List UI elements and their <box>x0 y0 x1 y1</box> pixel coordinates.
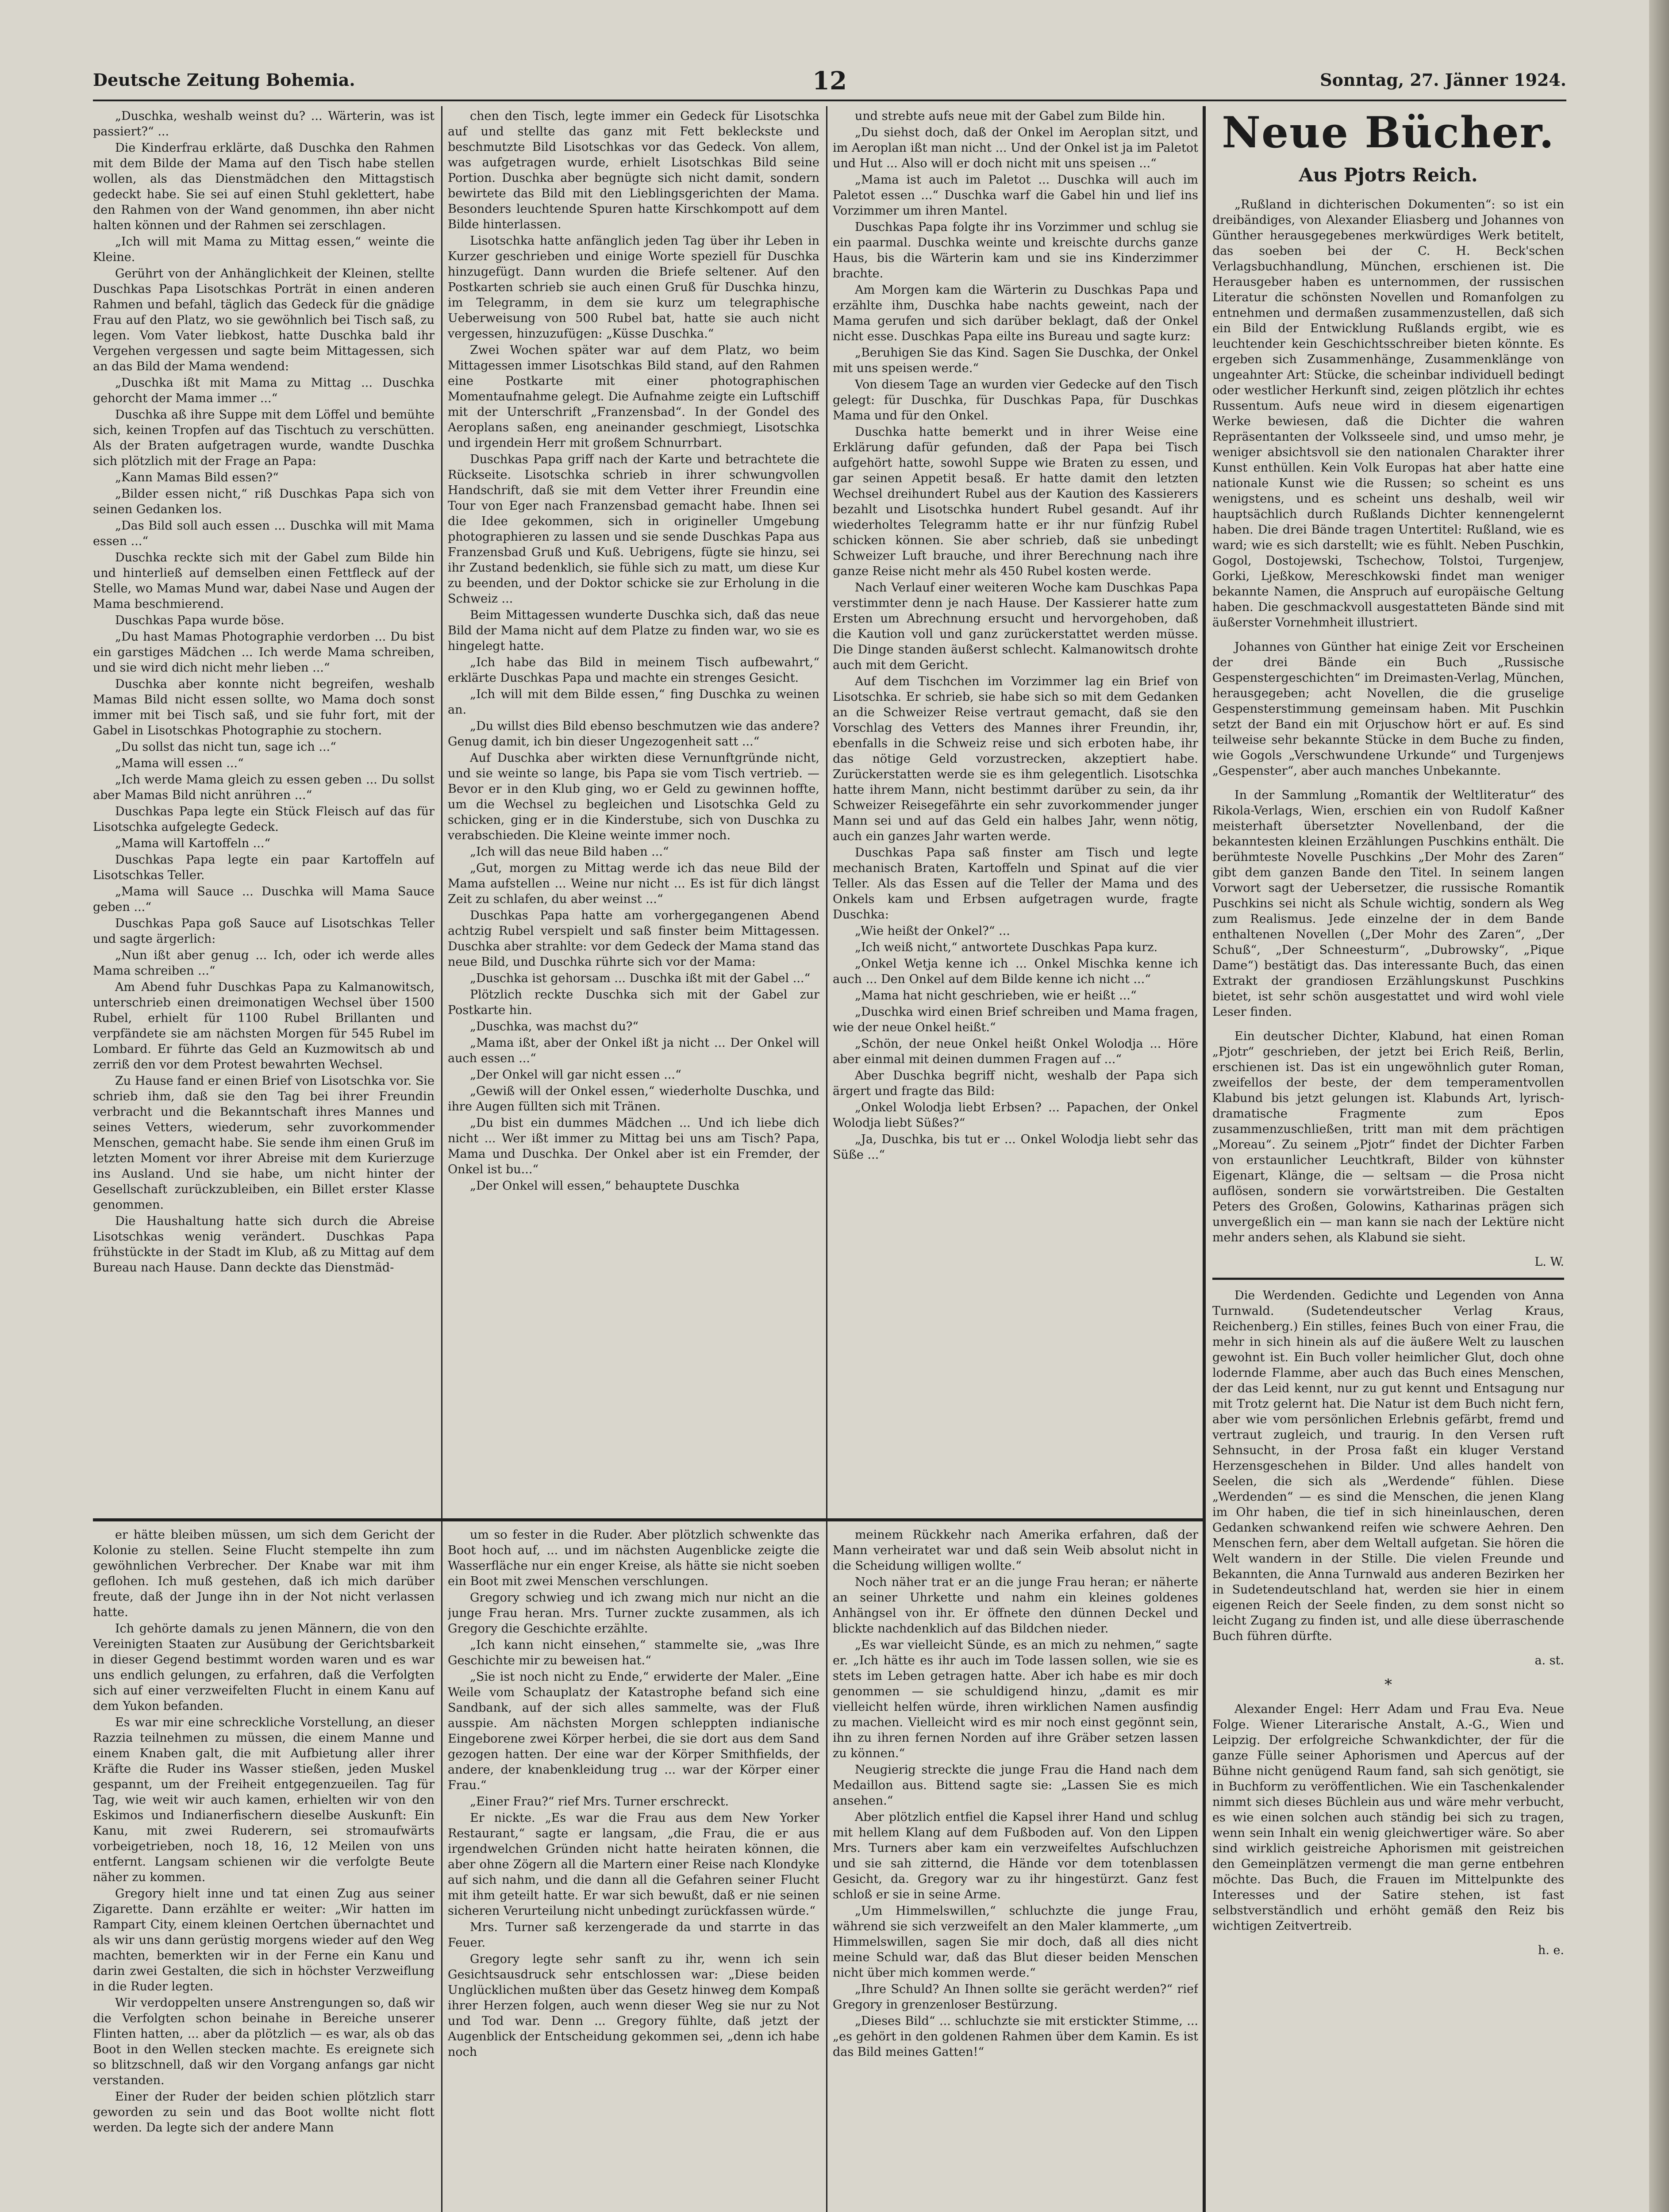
book-review-column <box>1212 108 1564 2212</box>
story-column-5 <box>448 1527 819 2212</box>
story-column-3 <box>833 108 1198 1513</box>
paragraph: Gerührt von der Anhänglichkeit der Kleinen, stellte Duschkas Papa Lisotschkas Porträt in einen anderen Rahmen und befahl, täglich das Gedeck für die gnädige Frau auf den Platz, wo sie gewöhnlich bei Tisch saß, zu legen. Vom Vater liebkost, hatte Duschka bald ihr Vergehen vergessen und sagte beim Mittagessen, sich an das Bild der Mama wendend: <box>93 267 435 373</box>
story-column-1 <box>93 108 435 1513</box>
review-item <box>1212 197 1564 630</box>
paragraph: „Mama ist auch im Paletot ... Duschka will auch im Paletot essen ...“ Duschka warf die Gabel hin und lief ins Vorzimmer um ihren Mantel. <box>833 173 1198 218</box>
paragraph: um so fester in die Ruder. Aber plötzlich schwenkte das Boot hoch auf, ... und im nächsten Augenblicke zeigte die Wasserfläche nur ein enger Kreise, als hätte sie nicht soeben ein Boot mit zwei Menschen verschlungen. <box>448 1528 819 1588</box>
paragraph: „Du sollst das nicht tun, sage ich ...“ <box>115 740 336 754</box>
story-column-4 <box>93 1527 435 2212</box>
paragraph: Es war mir eine schreckliche Vorstellung, an dieser Razzia teilnehmen zu müssen, die einem Manne und einem Knaben galt, die mit Aufbietung aller ihrer Kräfte die Ruder ins Wasser stießen, jeden Muskel gespannt, um der Freiheit entgegenzueilen. Tag für Tag, wie weit wir auch kamen, erhielten wir von den Eskimos und Indianerfischern dieselbe Auskunft: Ein Kanu, mit zwei Ruderern, sei stromaufwärts vorbeigetrieben, noch 18, 16, 12 Meilen von uns entfernt. Langsam schienen wir die verfolgte Beute näher zu kommen. <box>93 1716 435 1884</box>
paragraph: Duschkas Papa folgte ihr ins Vorzimmer und schlug sie ein paarmal. Duschka weinte und kreischte durchs ganze Haus, bis die Wärterin kam und sie ins Kinderzimmer brachte. <box>833 220 1198 280</box>
paragraph: Aber Duschka begriff nicht, weshalb der Papa sich ärgert und fragte das Bild: <box>833 1069 1198 1098</box>
review-divider <box>1212 1278 1564 1280</box>
paragraph: „Mama will essen ...“ <box>115 757 244 770</box>
paragraph: Er nickte. „Es war die Frau aus dem New Yorker Restaurant,“ sagte er langsam, „die Frau, die er aus irgendwelchen Gründen nicht hatte heiraten können, die aber ohne Zögern all die Martern einer Reise nach Klondyke auf sich nahm, und die dann all die Gefahren seiner Flucht mit ihm geteilt hatte. Er war sich bewußt, daß er nie seinen sicheren Verurteilung nicht unbedingt zurückfassen würde.“ <box>448 1811 819 1918</box>
page-edge-shadow <box>1649 0 1669 2212</box>
paragraph: „Das Bild soll auch essen ... Duschka will mit Mama essen ...“ <box>93 519 435 548</box>
paragraph: „Der Onkel will gar nicht essen ...“ <box>470 1068 681 1082</box>
paragraph: „Einer Frau?“ rief Mrs. Turner erschreckt. <box>470 1795 729 1809</box>
paragraph: Auf Duschka aber wirkten diese Vernunftgründe nicht, und sie weinte so lange, bis Papa sie vom Tisch vertrieb. — Bevor er in den Klub ging, wo er Geld zu gewinnen hoffte, um die Wechsel zu begleichen und Lisotschka Geld zu schicken, ging er in die Kinderstube, sich von Duschka zu verabschieden. Die Kleine weinte immer noch. <box>448 751 819 842</box>
column-rule <box>826 106 827 2212</box>
paragraph: Die Haushaltung hatte sich durch die Abreise Lisotschkas wenig verändert. Duschkas Papa frühstückte in der Stadt im Klub, aß zu Mittag auf dem Bureau nach Hause. Dann deckte das Dienstmäd- <box>93 1214 435 1275</box>
paragraph: „Mama hat nicht geschrieben, wie er heißt ...“ <box>855 989 1137 1002</box>
paragraph: „Duschka wird einen Brief schreiben und Mama fragen, wie der neue Onkel heißt.“ <box>833 1005 1198 1034</box>
paragraph: Duschkas Papa wurde böse. <box>115 614 285 627</box>
review-paragraph: Johannes von Günther hat einige Zeit vor Erscheinen der drei Bände ein Buch „Russische Gespenstergeschichten“ im Dreimasten-Verlag, München, herausgegeben; acht Novellen, die die gruselige Gespensterstimmung gemeinsam haben. Mit Puschkin setzt der Band ein mit Orjuschow hört er auf. Es sind teilweise sehr bekannte Stücke in dem Buche zu finden, wie Gogols „Verschwundene Urkunde“ und Turgenjews „Gespenster“, aber auch manches Unbekannte. <box>1212 640 1564 778</box>
section-subheading: Aus Pjotrs Reich. <box>1299 164 1478 186</box>
paragraph: „Du bist ein dummes Mädchen ... Und ich liebe dich nicht ... Wer ißt immer zu Mittag bei uns am Tisch? Papa, Mama und Duschka. Der Onkel aber ist ein Fremder, der Onkel ist bu...“ <box>448 1116 819 1176</box>
paragraph: Duschkas Papa legte ein Stück Fleisch auf das für Lisotschka aufgelegte Gedeck. <box>93 805 435 834</box>
paragraph: „Duschka, was machst du?“ <box>470 1020 639 1033</box>
paragraph: „Wie heißt der Onkel?“ ... <box>855 924 1010 938</box>
issue-date: Sonntag, 27. Jänner 1924. <box>1320 70 1566 90</box>
review-signature: h. e. <box>1538 1943 1564 1957</box>
masthead-title: Deutsche Zeitung Bohemia. <box>93 70 355 90</box>
paragraph: „Ich will mit Mama zu Mittag essen,“ weinte die Kleine. <box>93 235 435 264</box>
paragraph: Duschkas Papa goß Sauce auf Lisotschkas Teller und sagte ärgerlich: <box>93 917 435 946</box>
paragraph: „Um Himmelswillen,“ schluchzte die junge Frau, während sie sich verzweifelt an den Maler klammerte, „um Himmelswillen, sagen Sie mir doch, daß all dies nicht meine Schuld war, daß das Blut dieser beiden Menschen nicht über mich kommen werde.“ <box>833 1904 1198 1980</box>
paragraph: „Sie ist noch nicht zu Ende,“ erwiderte der Maler. „Eine Weile vom Schauplatz der Katastrophe befand sich eine Sandbank, auf der sich alles sammelte, was der Fluß ausspie. Am nächsten Morgen schleppten indianische Eingeborene zwei Körper herbei, die sie dort aus dem Sand gezogen hatten. Der eine war der Körper Smithfields, der andere, der knabenkleidung trug ... war der Körper einer Frau.“ <box>448 1670 819 1792</box>
story-separator-rule <box>93 1518 1203 1521</box>
paragraph: er hätte bleiben müssen, um sich dem Gericht der Kolonie zu stellen. Seine Flucht stempelte ihn zum gewöhnlichen Verbrecher. Der Knabe war mit ihm geflohen. Ich muß gestehen, daß ich mich darüber freute, daß der Junge ihn in der Not nicht verlassen hatte. <box>93 1528 435 1619</box>
running-head <box>93 66 1566 97</box>
paragraph: Wir verdoppelten unsere Anstrengungen so, daß wir die Verfolgten schon beinahe in Bereiche unserer Flinten hatten, ... aber da plötzlich — es war, als ob das Boot in den Wellen stecken machte. Es ereignete sich so blitzschnell, daß wir den Vorgang anfangs gar nicht verstanden. <box>93 1996 435 2087</box>
header-rule <box>93 100 1566 101</box>
paragraph: Duschka aß ihre Suppe mit dem Löffel und bemühte sich, keinen Tropfen auf das Tischtuch zu verschütten. Als der Braten aufgetragen wurde, wandte Duschka sich plötzlich mit der Frage an Papa: <box>93 408 435 468</box>
paragraph: Duschkas Papa saß finster am Tisch und legte mechanisch Braten, Kartoffeln und Spinat auf die vier Teller. Als das Essen auf die Teller der Mama und des Onkels kam und Erbsen aufgetragen wurde, fragte Duschka: <box>833 846 1198 922</box>
paragraph: Plötzlich reckte Duschka sich mit der Gabel zur Postkarte hin. <box>448 988 819 1017</box>
paragraph: Einer der Ruder der beiden schien plötzlich starr geworden zu sein und das Boot wollte nicht flott werden. Da legte sich der andere Mann <box>93 2090 435 2135</box>
review-paragraph: In der Sammlung „Romantik der Weltliteratur“ des Rikola-Verlags, Wien, erschien ein von Rudolf Kaßner meisterhaft übersetzter Novellenband, der die bekanntesten kleinen Erzählungen Puschkins enthält. Die berühmteste Novelle Puschkins „Der Mohr des Zaren“ gibt dem ganzen Bande den Titel. In seinem langen Vorwort sagt der Uebersetzer, die russische Romantik Puschkins sei nicht als Schule wichtig, sondern als Weg zum Realismus. Jede einzelne der in dem Bande enthaltenen Novellen („Der Mohr des Zaren“, „Der Schuß“, „Der Schneesturm“, „Dubrowsky“, „Pique Dame“) bestätigt das. Das interessante Buch, das einen Extrakt der grandiosen Erzählungskunst Puschkins bietet, ist sehr schön ausgestattet und wird wohl viele Leser finden. <box>1212 788 1564 1019</box>
paragraph: „Nun ißt aber genug ... Ich, oder ich werde alles Mama schreiben ...“ <box>93 949 435 978</box>
paragraph: Gregory legte sehr sanft zu ihr, wenn ich sein Gesichtsausdruck sehr entschlossen war: „Diese beiden Unglücklichen mußten über das Gesetz hinweg dem Kompaß ihrer Herzen folgen, auch wenn dieser Weg sie nur zu Not und Tod war. Denn ... Gregory fühlte, daß jetzt der Augenblick der Entscheidung gekommen sei, „denn ich habe noch <box>448 1952 819 2059</box>
paragraph: chen den Tisch, legte immer ein Gedeck für Lisotschka auf und stellte das ganz mit Fett bekleckste und beschmutzte Bild Lisotschkas vor das Gedeck. Von allem, was aufgetragen wurde, erhielt Lisotschkas Bild seine Portion. Duschka aber begnügte sich nicht damit, sondern bewirtete das Bild mit den Lieblingsgerichten der Mama. Besonders leuchtende Spuren hatte Kirschkompott auf dem Bilde hinterlassen. <box>448 109 819 231</box>
paragraph: Duschka hatte bemerkt und in ihrer Weise eine Erklärung dafür gefunden, daß der Papa bei Tisch aufgehört hatte, sowohl Suppe wie Braten zu essen, und gar seinen Appetit besaß. Er hatte damit den letzten Wechsel dreihundert Rubel aus der Kaution des Kassierers bezahlt und Lisotschka hundert Rubel gesandt. Auf ihr wiederholtes Telegramm hatte er ihr nur fünfzig Rubel schicken können. Sie aber schrieb, daß sie unbedingt Schweizer Luft brauche, und ihrer Berechnung nach ihre ganze Reise nicht mehr als 450 Rubel kosten werde. <box>833 425 1198 578</box>
paragraph: „Mama will Kartoffeln ...“ <box>115 837 271 850</box>
paragraph: Mrs. Turner saß kerzengerade da und starrte in das Feuer. <box>448 1920 819 1950</box>
paragraph: „Mama will Sauce ... Duschka will Mama Sauce geben ...“ <box>93 885 435 914</box>
page-number: 12 <box>812 66 847 96</box>
paragraph: Am Abend fuhr Duschkas Papa zu Kalmanowitsch, unterschrieb einen dreimonatigen Wechsel über 1500 Rubel, erhielt für 1100 Rubel Brillanten und verpfändete sie am nächsten Morgen für 545 Rubel im Lombard. Er führte das Geld an Kuzmowitsch ab und zerriß den vor dem Protest bewahrten Wechsel. <box>93 980 435 1071</box>
paragraph: und strebte aufs neue mit der Gabel zum Bilde hin. <box>855 109 1165 123</box>
paragraph: Nach Verlauf einer weiteren Woche kam Duschkas Papa verstimmter denn je nach Hause. Der Kassierer hatte zum Ersten um Abrechnung ersucht und hervorgehoben, daß die Kaution voll und ganz zurückerstattet werden müsse. Die Dinge standen äußerst schlecht. Kalmanowitsch drohte auch mit dem Gericht. <box>833 581 1198 672</box>
paragraph: „Ich habe das Bild in meinem Tisch aufbewahrt,“ erklärte Duschkas Papa und machte ein strenges Gesicht. <box>448 656 819 685</box>
paragraph: „Kann Mamas Bild essen?“ <box>115 471 279 484</box>
paragraph: Gregory hielt inne und tat einen Zug aus seiner Zigarette. Dann erzählte er weiter: „Wir hatten im Rampart City, einem kleinen Oertchen übernachtet und als wir uns dann gerüstig morgens wieder auf den Weg machten, bemerkten wir in der Ferne ein Kanu und darin zwei Gestalten, die sich in höchster Verzweiflung in die Ruder legten. <box>93 1887 435 1993</box>
paragraph: Gregory schwieg und ich zwang mich nur nicht an die junge Frau heran. Mrs. Turner zuckte zusammen, als ich Gregory die Geschichte erzählte. <box>448 1591 819 1636</box>
paragraph: Zwei Wochen später war auf dem Platz, wo beim Mittagessen immer Lisotschkas Bild stand, auf den Rahmen eine Postkarte mit einer photographischen Momentaufnahme gelegt. Die Aufnahme zeigte ein Luftschiff mit der Unterschrift „Franzensbad“. In der Gondel des Aeroplans saßen, eng aneinander geschmiegt, Lisotschka und irgendein Herr mit großem Schnurrbart. <box>448 343 819 450</box>
paragraph: „Dieses Bild“ ... schluchzte sie mit erstickter Stimme, ... „es gehört in den goldenen Rahmen über dem Kamin. Es ist das Bild meines Gatten!“ <box>833 2014 1198 2059</box>
paragraph: „Ich weiß nicht,“ antwortete Duschkas Papa kurz. <box>855 941 1158 954</box>
paragraph: Duschkas Papa griff nach der Karte und betrachtete die Rückseite. Lisotschka schrieb in ihrer schwungvollen Handschrift, daß sie mit dem Vetter ihrer Freundin eine Tour von Eger nach Franzensbad gemacht habe. Ihnen sei die Idee gekommen, sich in origineller Umgebung photographieren zu lassen und sie sende Duschkas Papa aus Franzensbad Gruß und Kuß. Uebrigens, fügte sie hinzu, sei ihr Zustand bedenklich, sie fühle sich zu matt, um diese Kur zu beenden, und der Doktor schicke sie zur Erholung in die Schweiz ... <box>448 453 819 606</box>
section-heading: Neue Bücher. <box>1222 108 1555 157</box>
paragraph: „Duschka ist gehorsam ... Duschka ißt mit der Gabel ...“ <box>470 972 811 985</box>
story-column-2 <box>448 108 819 1513</box>
review-item <box>1212 1029 1564 1245</box>
column-rule-heavy <box>1203 106 1206 2212</box>
paragraph: „Beruhigen Sie das Kind. Sagen Sie Duschka, der Onkel mit uns speisen werde.“ <box>833 346 1198 375</box>
paragraph: „Ich werde Mama gleich zu essen geben ... Du sollst aber Mamas Bild nicht anrühren ...“ <box>93 773 435 802</box>
review-paragraph: Ein deutscher Dichter, Klabund, hat einen Roman „Pjotr“ geschrieben, der jetzt bei Erich Reiß, Berlin, erschienen ist. Das ist ein ungewöhnlich guter Roman, zweifellos der beste, der dem temperamentvollen Klabund bis jetzt gelungen ist. Klabunds Art, lyrisch-dramatische Fragmente zum Epos zusammenzuschließen, tritt man mit dem prächtigen „Moreau“. Zu seinem „Pjotr“ findet der Dichter Farben von erstaunlicher Leuchtkraft, Bilder von kühnster Eigenart, Klänge, die — seltsam — die Prosa nicht auflösen, sondern sie vorwärtstreiben. Die Gestalten Peters des Großen, Golowins, Katharinas prägen sich unvergeßlich ein — man kann sie nach der Lektüre nicht mehr anders sehen, als Klabund sie sieht. <box>1212 1029 1564 1244</box>
review-item: Alexander Engel: Herr Adam und Frau Eva. Neue Folge. Wiener Literarische Anstalt, A.-G., Wien und Leipzig. Der erfolgreiche Schwankdichter, der für die ganze Fülle seiner Aphorismen und Apercus auf der Bühne nicht genügend Raum fand, sah sich genötigt, sie in Buchform zu veröffentlichen. Wie ein Taschenkalender nimmt sich dieses Büchlein aus und wäre mehr verbucht, es wie einen solchen auch ständig bei sich zu tragen, wenn sein Inhalt ein wenig gleichwertiger wäre. So aber sind wirklich geistreiche Aphorismen mit geistreichen den Gemeinplätzen vermengt die man gerne entbehren möchte. Das Buch, die Frauen im Mittelpunkte des Interesses und der Satire stehen, ist fast selbstverständlich und erhöht gemäß den Reiz bis wichtigen Zeitvertreib. <box>1212 1702 1564 1933</box>
paragraph: Beim Mittagessen wunderte Duschka sich, daß das neue Bild der Mama nicht auf dem Platze zu finden war, wo sie es hingelegt hatte. <box>448 608 819 653</box>
paragraph: Duschka reckte sich mit der Gabel zum Bilde hin und hinterließ auf demselben einen Fettfleck auf der Stelle, wo Mamas Mund war, dabei Nase und Augen der Mama beschmierend. <box>93 551 435 611</box>
review-item <box>1212 639 1564 779</box>
paragraph: Ich gehörte damals zu jenen Männern, die von den Vereinigten Staaten zur Ausübung der Gerichtsbarkeit in dieser Gegend bestimmt worden waren und es war uns endlich gelungen, zu erfahren, daß die Verfolgten sich auf einer verzweifelten Flucht in einem Kanu auf dem Yukon befanden. <box>93 1622 435 1713</box>
story-column-6 <box>833 1527 1198 2212</box>
paragraph: „Duschka ißt mit Mama zu Mittag ... Duschka gehorcht der Mama immer ...“ <box>93 376 435 405</box>
paragraph: „Bilder essen nicht,“ riß Duschkas Papa sich von seinen Gedanken los. <box>93 487 435 516</box>
book-reviews-list <box>1212 197 1564 1245</box>
paragraph: „Ihre Schuld? An Ihnen sollte sie gerächt werden?“ rief Gregory in grenzenloser Bestürzung. <box>833 1982 1198 2012</box>
paragraph: „Gewiß will der Onkel essen,“ wiederholte Duschka, und ihre Augen füllten sich mit Tränen. <box>448 1084 819 1114</box>
paragraph: „Duschka, weshalb weinst du? ... Wärterin, was ist passiert?“ ... <box>93 109 435 138</box>
paragraph: Duschkas Papa hatte am vorhergegangenen Abend achtzig Rubel verspielt und saß finster beim Mittagessen. Duschka aber strahlte: vor dem Gedeck der Mama stand das neue Bild, und Duschka rührte sich vor der Mama: <box>448 909 819 969</box>
review-signature: L. W. <box>1534 1255 1564 1269</box>
paragraph: „Ja, Duschka, bis tut er ... Onkel Wolodja liebt sehr das Süße ...“ <box>833 1133 1198 1162</box>
paragraph: Von diesem Tage an wurden vier Gedecke auf den Tisch gelegt: für Duschka, für Duschkas Papa, für Duschkas Mama und für den Onkel. <box>833 378 1198 422</box>
column-rule <box>441 106 442 2212</box>
paragraph: „Du hast Mamas Photographie verdorben ... Du bist ein garstiges Mädchen ... Ich werde Mama schreiben, und sie wird dich nicht mehr lieben ...“ <box>93 630 435 675</box>
paragraph: Duschka aber konnte nicht begreifen, weshalb Mamas Bild nicht essen sollte, wo Mama doch sonst immer mit bei Tisch saß, und sie fuhr fort, mit der Gabel in Lisotschkas Photographie zu stochern. <box>93 677 435 737</box>
paragraph: Auf dem Tischchen im Vorzimmer lag ein Brief von Lisotschka. Er schrieb, sie habe sich so mit dem Gedanken an die Schweizer Reise vertraut gemacht, daß sie den Vorschlag des Vetters des Mannes ihrer Freundin, ihr, ebenfalls in die Schweiz reise und sich erboten habe, ihr das nötige Geld vorzustrecken, akzeptiert habe. Zurückerstatten werde sie es ihm gelegentlich. Lisotschka hatte ihrem Mann, nicht bestimmt darüber zu sein, da ihr Schweizer Reisegefährte ein sehr zuvorkommender junger Mann sei und auf das Geld ein halbes Jahr, wenn nötig, auch ein ganzes Jahr warten werde. <box>833 675 1198 843</box>
paragraph: Neugierig streckte die junge Frau die Hand nach dem Medaillon aus. Bittend sagte sie: „Lassen Sie es mich ansehen.“ <box>833 1763 1198 1808</box>
review-item <box>1212 787 1564 1020</box>
paragraph: Noch näher trat er an die junge Frau heran; er näherte an seiner Uhrkette und nahm ein kleines goldenes Anhängsel von ihr. Er öffnete den dünnen Deckel und blickte nachdenklich auf das Bildchen nieder. <box>833 1575 1198 1636</box>
paragraph: „Onkel Wetja kenne ich ... Onkel Mischka kenne ich auch ... Den Onkel auf dem Bilde kenne ich nicht ...“ <box>833 957 1198 986</box>
paragraph: „Du siehst doch, daß der Onkel im Aeroplan sitzt, und im Aeroplan ißt man nicht ... Und der Onkel ist ja im Paletot und Hut ... Also will er doch nicht mit uns speisen ...“ <box>833 126 1198 170</box>
paragraph: „Gut, morgen zu Mittag werde ich das neue Bild der Mama aufstellen ... Weine nur nicht ... Es ist für dich längst Zeit zu schlafen, du aber weinst ...“ <box>448 861 819 906</box>
paragraph: Lisotschka hatte anfänglich jeden Tag über ihr Leben in Kurzer geschrieben und einige Worte speziell für Duschka hinzugefügt. Dann wurden die Briefe seltener. Auf den Postkarten schrieb sie auch einen Gruß für Duschka hinzu, im Telegramm, in dem sie kurz um telegraphische Ueberweisung von 500 Rubel bat, hatte sie auch nicht vergessen, hinzuzufügen: „Küsse Duschka.“ <box>448 234 819 341</box>
review-signature: a. st. <box>1534 1654 1564 1667</box>
paragraph: Die Kinderfrau erklärte, daß Duschka den Rahmen mit dem Bilde der Mama auf den Tisch habe stellen wollen, als das Dienstmädchen den Mittagstisch gedeckt habe. Sie sei auf einen Stuhl geklettert, habe den Rahmen von der Wand genommen, ihn aber nicht halten können und der Rahmen sei zerschlagen. <box>93 141 435 232</box>
divider-star: * <box>1384 1676 1392 1694</box>
paragraph: „Ich will das neue Bild haben ...“ <box>470 845 669 859</box>
paragraph: „Schön, der neue Onkel heißt Onkel Wolodja ... Höre aber einmal mit deinen dummen Fragen auf ...“ <box>833 1037 1198 1066</box>
review-item: Die Werdenden. Gedichte und Legenden von Anna Turnwald. (Sudetendeutscher Verlag Kraus, Reichenberg.) Ein stilles, feines Buch von einer Frau, die mehr in sich hinein als auf die äußere Welt zu lauschen gewohnt ist. Ein Buch voller heimlicher Glut, doch ohne lodernde Flamme, aber auch das Buch eines Menschen, der das Leid kennt, nur zu gut kennt und Entsagung nur mit Trotz gelernt hat. Die Natur ist dem Buch nicht fern, aber wie vom persönlichen Erlebnis gefärbt, fremd und vertraut zugleich, und traurig. In den Versen ruft Sehnsucht, in der Prosa faßt ein kluger Verstand Herzensgeschehen in Bilder. Und alles handelt von Seelen, die sich als „Werdende“ fühlen. Diese „Werdenden“ — es sind die Menschen, die jenen Klang im Ohr haben, die tief in sich hineinlauschen, deren Gedanken schwankend reifen wie schwere Aehren. Den Menschen fern, aber dem Weltall aufgetan. Sie hören die Welt wandern in der Stille. Die vielen Freunde und Bekannten, die Anna Turnwald aus anderen Bezirken her in Sudetendeutschland hat, werden sie hier in einem eigenen Reich der Seele finden, zu dem sonst nicht so leicht Zugang zu finden ist, und alle diese überraschende Buch führen dürfte. <box>1212 1289 1564 1643</box>
paragraph: „Du willst dies Bild ebenso beschmutzen wie das andere? Genug damit, ich bin dieser Ungezogenheit satt ...“ <box>448 719 819 749</box>
paragraph: Am Morgen kam die Wärterin zu Duschkas Papa und erzählte ihm, Duschka habe nachts geweint, nach der Mama gerufen und sich darüber beklagt, daß der Onkel nicht esse. Duschkas Papa eilte ins Bureau und sagte kurz: <box>833 283 1198 343</box>
paragraph: Zu Hause fand er einen Brief von Lisotschka vor. Sie schrieb ihm, daß sie den Tag bei ihrer Freundin verbracht und die Bekanntschaft ihres Mannes und seines Vetters, wiederum, sehr zuvorkommender Menschen, gemacht habe. Sie sende ihm einen Gruß im letzten Moment vor ihrer Abreise mit dem Kurierzuge ins Ausland. Und sie habe, um nicht hinter der Gesellschaft zurückzubleiben, ein Billet erster Klasse genommen. <box>93 1074 435 1212</box>
paragraph: „Ich kann nicht einsehen,“ stammelte sie, „was Ihre Geschichte mir zu beweisen hat.“ <box>448 1638 819 1667</box>
paragraph: „Der Onkel will essen,“ behauptete Duschka <box>470 1179 740 1193</box>
review-paragraph: „Rußland in dichterischen Dokumenten“: so ist ein dreibändiges, von Alexander Eliasberg und Johannes von Günther herausgegebenes merkwürdiges Werk betitelt, das soeben bei der C. H. Beck'schen Verlagsbuchhandlung, München, erschienen ist. Die Herausgeber haben es unternommen, der russischen Literatur die schönsten Novellen und Romanfolgen zu entnehmen und dermaßen zusammenzustellen, daß sich ein Bild der Entwicklung Rußlands ergibt, wie es leuchtender kein Geschichtsschreiber bieten könnte. Es ergeben sich Zusammenhänge, Zusammenklänge von ungeahnter Art: Stücke, die scheinbar individuell bedingt oder westlicher Herkunft sind, zeigen plötzlich ihr echtes Russentum. Aufs neue wird in diesem eigenartigen Werke bewiesen, daß die Dichter die wahren Repräsentanten der Volksseele sind, und umso mehr, je weniger absichtsvoll sie den nationalen Charakter ihrer Kunst enthüllen. Kein Volk Europas hat aber hatte eine nationale Kunst wie die Russen; so scheint es uns wenigstens, und es scheint uns deshalb, weil wir hauptsächlich durch Rußlands Dichter kennengelernt haben. Die drei Bände tragen Untertitel: Rußland, wie es ward; wie es sich darstellt; wie es fühlt. Neben Puschkin, Gogol, Dostojewski, Tschechow, Tolstoi, Turgenjew, Gorki, Ljeßkow, Mereschkowski findet man weniger bekannte Namen, die Anspruch auf europäische Geltung haben. Die geschmackvoll ausgestatteten Bände sind mit äußerster Vornehmheit illustriert. <box>1212 198 1564 630</box>
paragraph: „Onkel Wolodja liebt Erbsen? ... Papachen, der Onkel Wolodja liebt Süßes?“ <box>833 1101 1198 1130</box>
paragraph: „Es war vielleicht Sünde, es an mich zu nehmen,“ sagte er. „Ich hätte es ihr auch im Tode lassen sollen, wie sie es stets im Leben getragen hatte. Aber ich habe es mir doch genommen — sie schuldigend hinzu, „damit es mir vielleicht helfen würde, ihren wirklichen Namen ausfindig zu machen. Vielleicht wird es mir noch einst gegönnt sein, ihn zu ihren fernen Norden auf ihre Gräber setzen lassen zu können.“ <box>833 1638 1198 1760</box>
paragraph: Duschkas Papa legte ein paar Kartoffeln auf Lisotschkas Teller. <box>93 853 435 882</box>
paragraph: „Mama ißt, aber der Onkel ißt ja nicht ... Der Onkel will auch essen ...“ <box>448 1036 819 1065</box>
paragraph: Aber plötzlich entfiel die Kapsel ihrer Hand und schlug mit hellem Klang auf dem Fußboden auf. Von den Lippen Mrs. Turners aber kam ein verzweifeltes Aufschluchzen und sie sah zitternd, die Hände vor dem totenblassen Gesicht, da. Gregory war zu ihr hingestürzt. Ganz fest schloß er sie in seine Arme. <box>833 1810 1198 1901</box>
paragraph: meinem Rückkehr nach Amerika erfahren, daß der Mann verheiratet war und daß sein Weib absolut nicht in die Scheidung willigen wollte.“ <box>833 1528 1198 1573</box>
paragraph: „Ich will mit dem Bilde essen,“ fing Duschka zu weinen an. <box>448 687 819 717</box>
